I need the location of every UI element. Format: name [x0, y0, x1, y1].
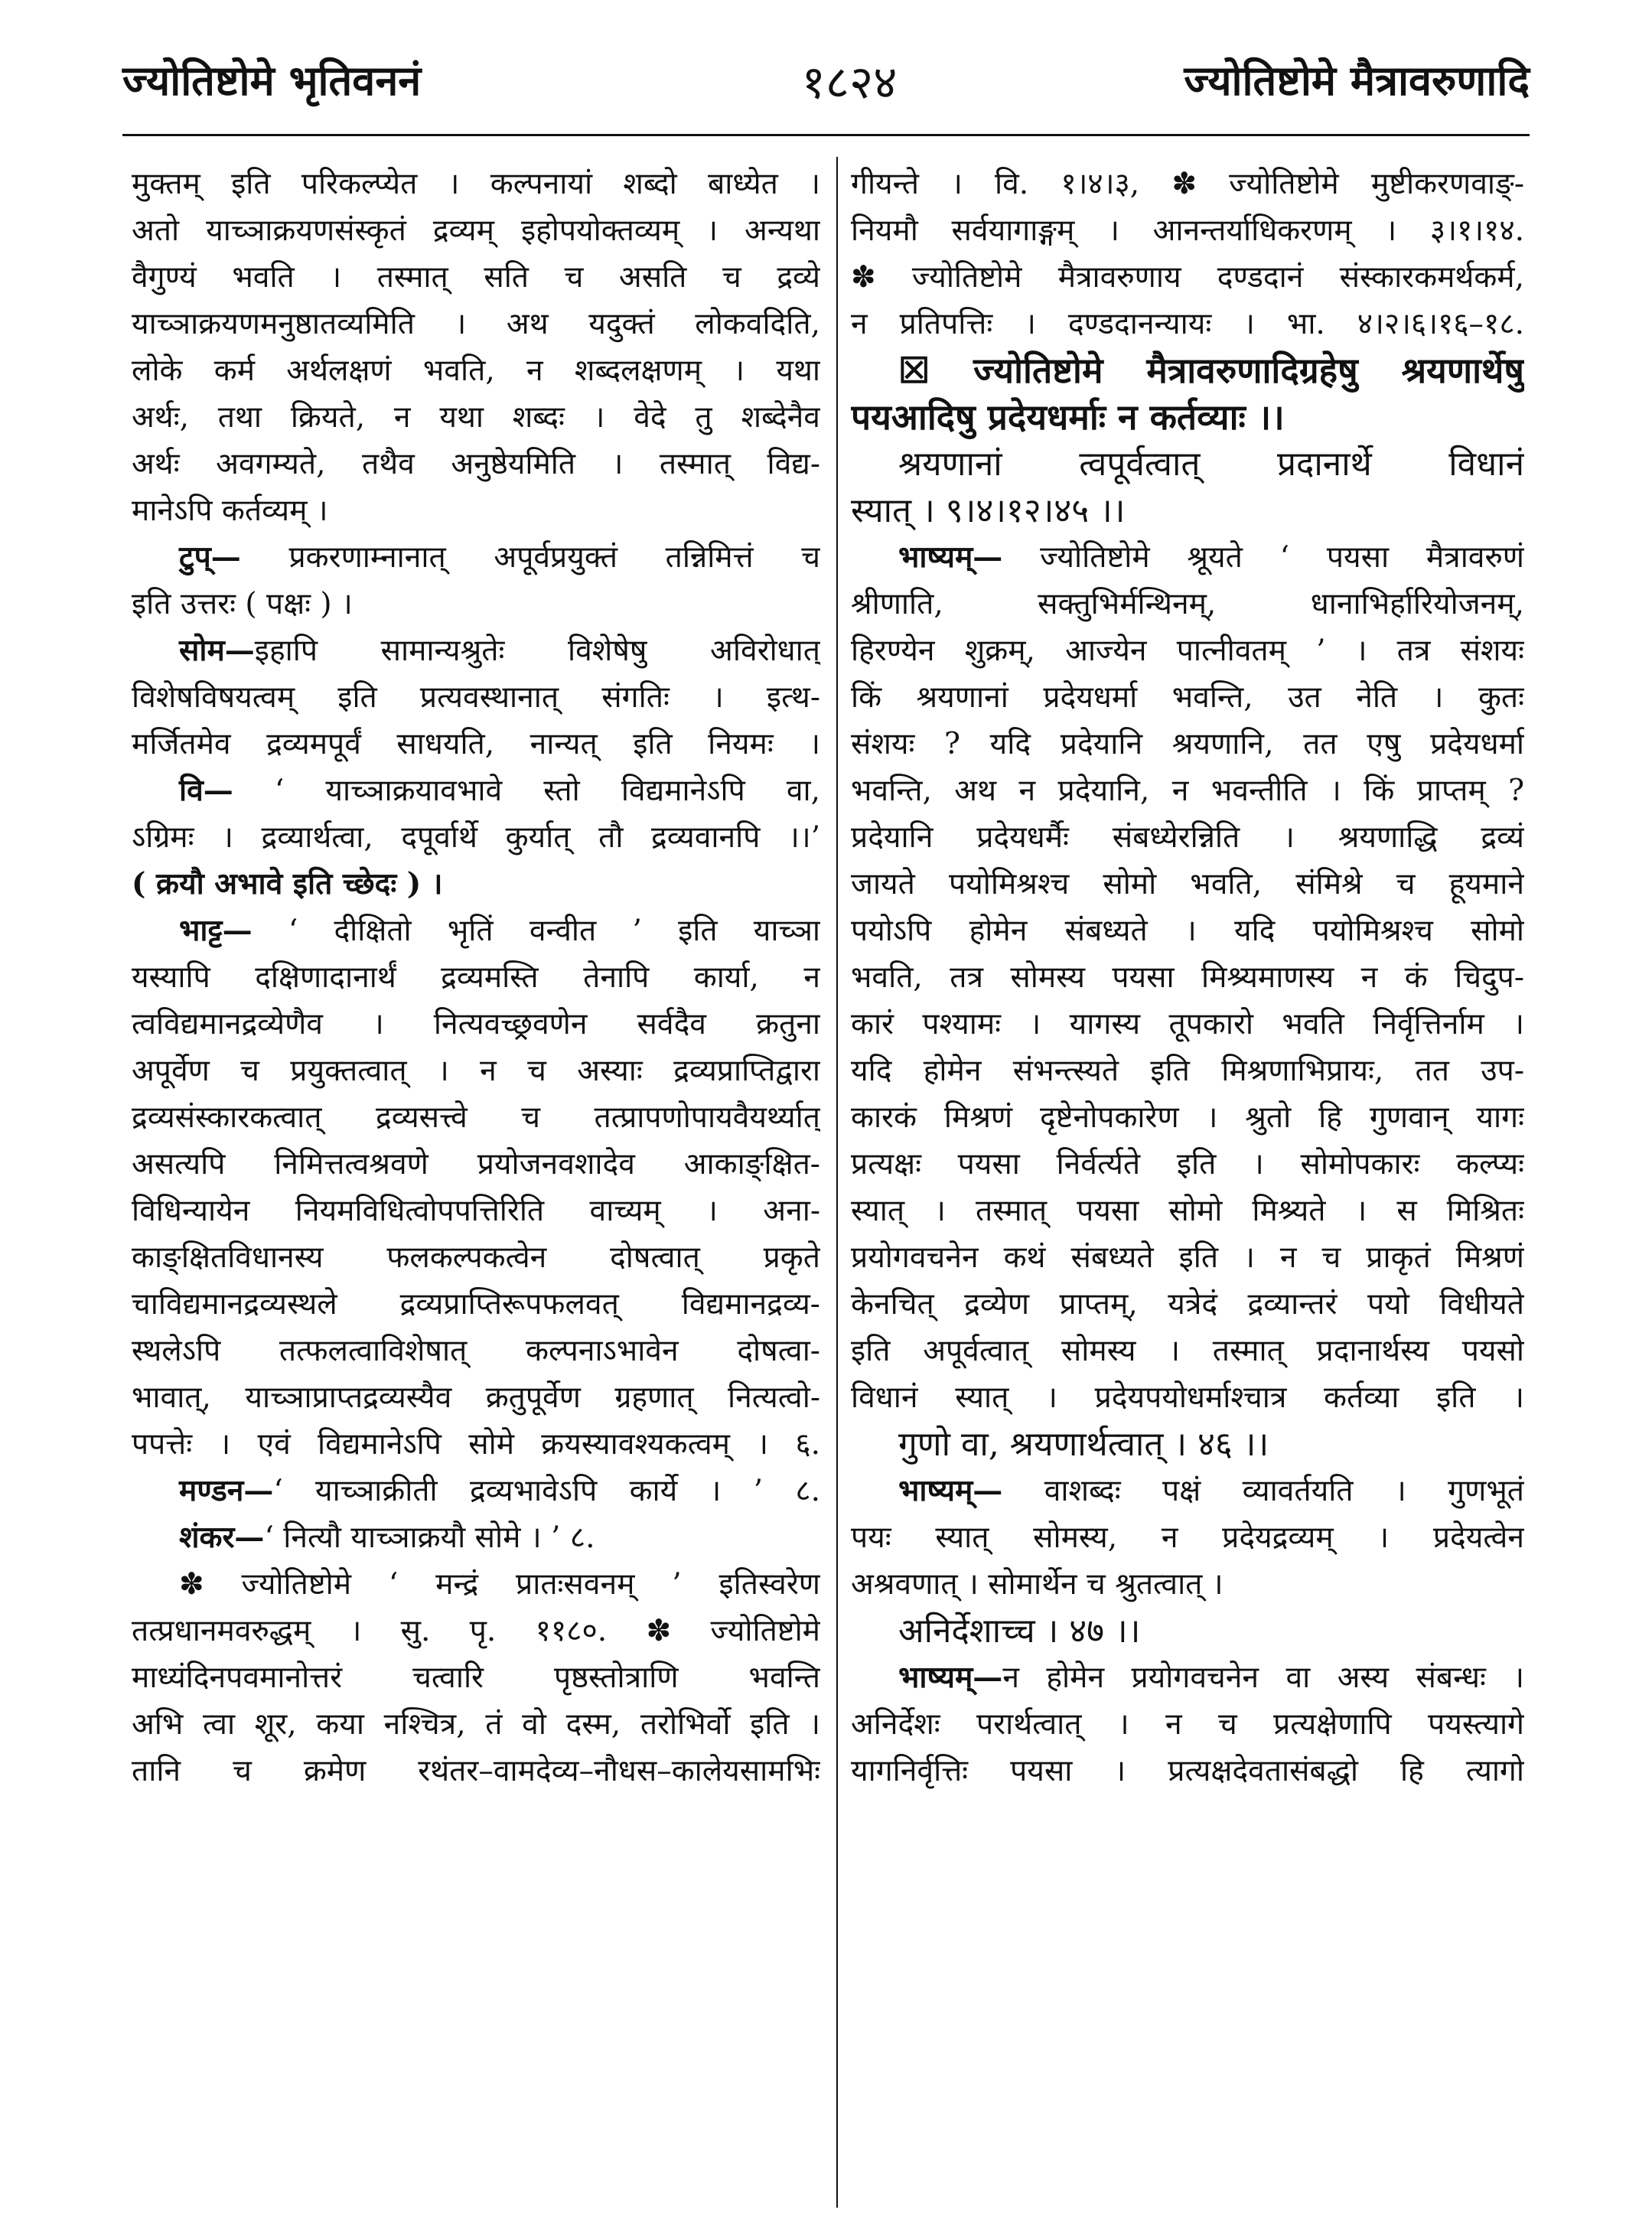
right-column-line — [851, 627, 1524, 674]
right-column-line — [851, 1468, 1524, 1514]
line-text: गीयन्ते । वि. १।४।३, ✽ ज्योतिष्टोमे मुष्टीकरणवाङ्- — [851, 167, 1524, 201]
left-column-line — [132, 1048, 820, 1094]
line-text: ✽ ज्योतिष्टोमे मैत्रावरुणाय दण्डदानं संस्कारकमर्थकर्म, — [851, 260, 1524, 295]
left-column-line — [132, 954, 820, 1001]
line-text: ‘ याच्ञाक्रीती द्रव्यभावेऽपि कार्ये । ’ ८. — [273, 1474, 820, 1508]
line-text: हिरण्येन शुक्रम्, आज्येन पात्नीवतम् ’ । तत्र संशयः — [851, 634, 1524, 668]
line-text: विशेषविषयत्वम् इति प्रत्यवस्थानात् संगतिः । इत्थ- — [132, 680, 820, 715]
line-text: अर्थः अवगम्यते, तथैव अनुष्ठेयमिति । तस्मात् विद्य- — [132, 447, 820, 481]
right-column-line — [851, 441, 1524, 487]
right-column-line — [851, 1141, 1524, 1188]
right-column — [851, 161, 1524, 1794]
line-text: ज्योतिष्टोमे श्रूयते ‘ पयसा मैत्रावरुणं — [1002, 540, 1524, 575]
line-text: किं श्रयणानां प्रदेयधर्मा भवन्ति, उत नेति । कुतः — [851, 680, 1524, 715]
line-text: यदि होमेन संभन्त्स्यते इति मिश्रणाभिप्रायः, तत उप- — [851, 1054, 1524, 1088]
left-column-line — [132, 161, 820, 207]
left-column-line — [132, 1701, 820, 1748]
right-column-line — [851, 1514, 1524, 1561]
right-column-line — [851, 861, 1524, 908]
line-text: अश्रवणात् । सोमार्थेन च श्रुतत्वात् । — [851, 1567, 1224, 1602]
line-text: पयोऽपि होमेन संबध्यते । यदि पयोमिश्रश्च सोमो — [851, 914, 1524, 948]
line-text: असत्यपि निमित्तत्वश्रवणे प्रयोजनवशादेव आकाङ्क्षित- — [132, 1147, 820, 1181]
commentary-label: मण्डन— — [179, 1473, 274, 1508]
line-text: ( क्रयौ अभावे इति च्छेदः ) । — [132, 866, 443, 901]
right-column-line — [851, 1234, 1524, 1281]
line-text: ✽ ज्योतिष्टोमे ‘ मन्द्रं प्रातःसवनम् ’ इतिस्वरेण — [179, 1567, 820, 1602]
right-column-line — [851, 1701, 1524, 1748]
left-column-line — [132, 1374, 820, 1421]
left-column-line — [132, 1654, 820, 1701]
line-text: विधानं स्यात् । प्रदेयपयोधर्माश्चात्र कर्तव्या इति । — [851, 1380, 1524, 1415]
line-text: द्रव्यसंस्कारकत्वात् द्रव्यसत्त्वे च तत्प्रापणोपायवैयर्थ्यात् — [132, 1100, 820, 1135]
line-text: विधिन्यायेन नियमविधित्वोपपत्तिरिति वाच्यम् । अना- — [132, 1194, 820, 1228]
line-text: यागनिर्वृत्तिः पयसा । प्रत्यक्षदेवतासंबद्धो हि त्यागो — [851, 1754, 1524, 1788]
left-column-line — [132, 768, 820, 814]
commentary-label: भाष्यम्— — [898, 539, 1003, 575]
right-column-line — [851, 581, 1524, 627]
left-column-line — [132, 1328, 820, 1374]
left-column-line — [132, 1748, 820, 1794]
commentary-label: वि— — [179, 773, 233, 808]
line-text: जायते पयोमिश्रश्च सोमो भवति, संमिश्रे च हूयमाने — [851, 867, 1524, 901]
right-column-line — [851, 534, 1524, 581]
line-text: काङ्क्षितविधानस्य फलकल्पकत्वेन दोषत्वात् प्रकृते — [132, 1240, 820, 1275]
left-column-line — [132, 1281, 820, 1328]
line-text: वाशब्दः पक्षं व्यावर्तयति । गुणभूतं — [1002, 1474, 1524, 1508]
line-text: ऽग्रिमः । द्रव्यार्थत्वा, दपूर्वार्थे कुर्यात् तौ द्रव्यवानपि ।।’ — [132, 820, 820, 855]
line-text: गुणो वा, श्रयणार्थत्वात् । ४६ ।। — [898, 1425, 1269, 1464]
left-column-line — [132, 1001, 820, 1048]
right-column-line — [851, 954, 1524, 1001]
line-text: यस्यापि दक्षिणादानार्थं द्रव्यमस्ति तेनापि कार्या, न — [132, 960, 820, 995]
right-column-line — [851, 347, 1524, 394]
line-text: प्रत्यक्षः पयसा निर्वर्त्यते इति । सोमोपकारः कल्प्यः — [851, 1147, 1524, 1181]
left-column-line — [132, 254, 820, 301]
left-column — [132, 161, 820, 1794]
line-text: माध्यंदिनपवमानोत्तरं चत्वारि पृष्ठस्तोत्राणि भवन्ति — [132, 1661, 820, 1695]
line-text: चाविद्यमानद्रव्यस्थले द्रव्यप्राप्तिरूपफलवत् विद्यमानद्रव्य- — [132, 1287, 820, 1322]
right-column-line — [851, 254, 1524, 301]
left-column-line — [132, 1094, 820, 1141]
line-text: अनिर्देशः परार्थत्वात् । न च प्रत्यक्षेणापि पयस्त्यागे — [851, 1707, 1524, 1742]
line-text: श्रयणानां त्वपूर्वत्वात् प्रदानार्थे विधानं — [898, 445, 1524, 484]
left-column-line — [132, 301, 820, 347]
line-text: प्रयोगवचनेन कथं संबध्यते इति । न च प्राकृतं मिश्रणं — [851, 1240, 1524, 1275]
left-column-line — [132, 1514, 820, 1561]
right-column-line — [851, 1608, 1524, 1654]
line-text: कारकं मिश्रणं दृष्टेनोपकारेण । श्रुतो हि गुणवान् यागः — [851, 1100, 1524, 1135]
line-text: अतो याच्ञाक्रयणसंस्कृतं द्रव्यम् इहोपयोक्तव्यम् । अन्यथा — [132, 213, 820, 248]
left-column-line — [132, 1141, 820, 1188]
right-column-line — [851, 768, 1524, 814]
line-text: याच्ञाक्रयणमनुष्ठातव्यमिति । अथ यदुक्तं लोकवदिति, — [132, 307, 820, 341]
right-column-line — [851, 161, 1524, 207]
line-text: भवति, तत्र सोमस्य पयसा मिश्र्यमाणस्य न कं चिदुप- — [851, 960, 1524, 995]
commentary-label: टुप्— — [179, 539, 241, 575]
left-column-line — [132, 1468, 820, 1514]
line-text: मर्जितमेव द्रव्यमपूर्वं साधयति, नान्यत् इति नियमः । — [132, 727, 820, 761]
line-text: इति उत्तरः ( पक्षः ) । — [132, 587, 353, 621]
line-text: तत्प्रधानमवरुद्धम् । सु. पृ. ११८०. ✽ ज्योतिष्टोमे — [132, 1614, 820, 1648]
right-column-line — [851, 1421, 1524, 1468]
header-rule — [122, 134, 1530, 136]
left-column-line — [132, 627, 820, 674]
left-column-line — [132, 861, 820, 908]
line-text: न होमेन प्रयोगवचनेन वा अस्य संबन्धः । — [1002, 1661, 1524, 1695]
line-text: पयआदिषु प्रदेयधर्माः न कर्तव्याः ।। — [851, 396, 1285, 438]
right-column-line — [851, 1188, 1524, 1234]
line-text: प्रदेयानि प्रदेयधर्मैः संबध्येरन्निति । श्रयणाद्धि द्रव्यं — [851, 820, 1524, 855]
line-text: संशयः ? यदि प्रदेयानि श्रयणानि, तत एषु प्रदेयधर्मा — [851, 727, 1524, 761]
right-column-line — [851, 1561, 1524, 1608]
line-text: स्यात् । ९।४।१२।४५ ।। — [851, 491, 1126, 530]
commentary-label: सोम— — [179, 633, 255, 668]
left-column-line — [132, 1608, 820, 1654]
left-column-line — [132, 347, 820, 394]
line-text: इति अपूर्वत्वात् सोमस्य । तस्मात् प्रदानार्थस्य पयसो — [851, 1334, 1524, 1368]
right-column-line — [851, 487, 1524, 534]
line-text: न प्रतिपत्तिः । दण्डदानन्यायः । भा. ४।२।६।१६–१८. — [851, 307, 1524, 341]
running-head-left: ज्योतिष्टोमे भृतिवननं — [122, 56, 422, 105]
right-column-line — [851, 301, 1524, 347]
left-column-line — [132, 534, 820, 581]
right-column-line — [851, 1374, 1524, 1421]
left-column-line — [132, 1561, 820, 1608]
line-text: ज्योतिष्टोमे मैत्रावरुणादिग्रहेषु श्रयणार्थेषु — [973, 350, 1524, 391]
right-column-line — [851, 1748, 1524, 1794]
line-text: श्रीणाति, सक्तुभिर्मन्थिनम्, धानाभिर्हारियोजनम्, — [851, 587, 1524, 621]
page-number: १८२४ — [801, 56, 898, 109]
left-column-line — [132, 1188, 820, 1234]
right-column-line — [851, 1654, 1524, 1701]
line-text: तानि च क्रमेण रथंतर–वामदेव्य–नौधस–कालेयसामभिः — [132, 1754, 820, 1788]
line-text: स्थलेऽपि तत्फलत्वाविशेषात् कल्पनाऽभावेन दोषत्वा- — [132, 1334, 820, 1368]
line-text: केनचित् द्रव्येण प्राप्तम्, यत्रेदं द्रव्यान्तरं पयो विधीयते — [851, 1287, 1524, 1322]
line-text: पयः स्यात् सोमस्य, न प्रदेयद्रव्यम् । प्रदेयत्वेन — [851, 1520, 1524, 1555]
line-text: भावात्, याच्ञाप्राप्तद्रव्यस्यैव क्रतुपूर्वेण ग्रहणात् नित्यत्वो- — [132, 1380, 820, 1415]
line-text: अनिर्देशाच्च । ४७ ।। — [898, 1612, 1141, 1651]
left-column-line — [132, 441, 820, 487]
right-column-line — [851, 1048, 1524, 1094]
line-text: वैगुण्यं भवति । तस्मात् सति च असति च द्रव्ये — [132, 260, 820, 295]
commentary-label: भाट्ट— — [179, 913, 253, 948]
line-text: मानेऽपि कर्तव्यम् । — [132, 494, 328, 528]
line-text: मुक्तम् इति परिकल्प्येत । कल्पनायां शब्दो बाध्येत । — [132, 167, 820, 201]
line-text: इहापि सामान्यश्रुतेः विशेषेषु अविरोधात् — [254, 634, 820, 668]
left-column-line — [132, 207, 820, 254]
line-text: ‘ नित्यौ याच्ञाक्रयौ सोमे । ’ ८. — [264, 1520, 595, 1555]
left-column-line — [132, 1421, 820, 1468]
right-column-line — [851, 908, 1524, 954]
left-column-line — [132, 674, 820, 721]
commentary-label: भाष्यम्— — [898, 1660, 1003, 1695]
section-marker-icon: ☒ — [898, 350, 974, 391]
right-column-line — [851, 1281, 1524, 1328]
right-column-line — [851, 1001, 1524, 1048]
right-column-line — [851, 1328, 1524, 1374]
left-column-line — [132, 721, 820, 768]
line-text: अभि त्वा शूर, कया नश्चित्र, तं वो दस्म, तरोभिर्वो इति । — [132, 1707, 820, 1742]
running-head-right: ज्योतिष्टोमे मैत्रावरुणादि — [1184, 56, 1530, 105]
left-column-line — [132, 394, 820, 441]
line-text: नियमौ सर्वयागाङ्गम् । आनन्तर्याधिकरणम् । ३।१।१४. — [851, 213, 1524, 248]
line-text: लोके कर्म अर्थलक्षणं भवति, न शब्दलक्षणम् । यथा — [132, 354, 820, 388]
commentary-label: भाष्यम्— — [898, 1473, 1003, 1508]
commentary-label: शंकर— — [179, 1520, 265, 1555]
right-column-line — [851, 1094, 1524, 1141]
line-text: स्यात् । तस्मात् पयसा सोमो मिश्र्यते । स मिश्रितः — [851, 1194, 1524, 1228]
left-column-line — [132, 814, 820, 861]
right-column-line — [851, 721, 1524, 768]
left-column-line — [132, 1234, 820, 1281]
line-text: अपूर्वेण च प्रयुक्तत्वात् । न च अस्याः द्रव्यप्राप्तिद्वारा — [132, 1054, 820, 1088]
line-text: अर्थः, तथा क्रियते, न यथा शब्दः । वेदे तु शब्देनैव — [132, 400, 820, 435]
line-text: पपत्तेः । एवं विद्यमानेऽपि सोमे क्रयस्यावश्यकत्वम् । ६. — [132, 1427, 820, 1462]
left-column-line — [132, 487, 820, 534]
right-column-line — [851, 394, 1524, 441]
left-column-line — [132, 908, 820, 954]
column-divider — [836, 157, 838, 2208]
right-column-line — [851, 814, 1524, 861]
line-text: प्रकरणाम्नानात् अपूर्वप्रयुक्तं तन्निमित्तं च — [240, 540, 820, 575]
line-text: कारं पश्यामः । यागस्य तूपकारो भवति निर्वृत्तिर्नाम । — [851, 1007, 1524, 1041]
right-column-line — [851, 207, 1524, 254]
left-column-line — [132, 581, 820, 627]
line-text: ‘ याच्ञाक्रयावभावे स्तो विद्यमानेऽपि वा, — [233, 774, 820, 808]
line-text: त्वविद्यमानद्रव्येणैव । नित्यवच्छ्रवणेन सर्वदैव क्रतुना — [132, 1007, 820, 1041]
right-column-line — [851, 674, 1524, 721]
line-text: भवन्ति, अथ न प्रदेयानि, न भवन्तीति । किं प्राप्तम् ? — [851, 774, 1524, 808]
line-text: ‘ दीक्षितो भृतिं वन्वीत ’ इति याच्ञा — [252, 914, 820, 948]
